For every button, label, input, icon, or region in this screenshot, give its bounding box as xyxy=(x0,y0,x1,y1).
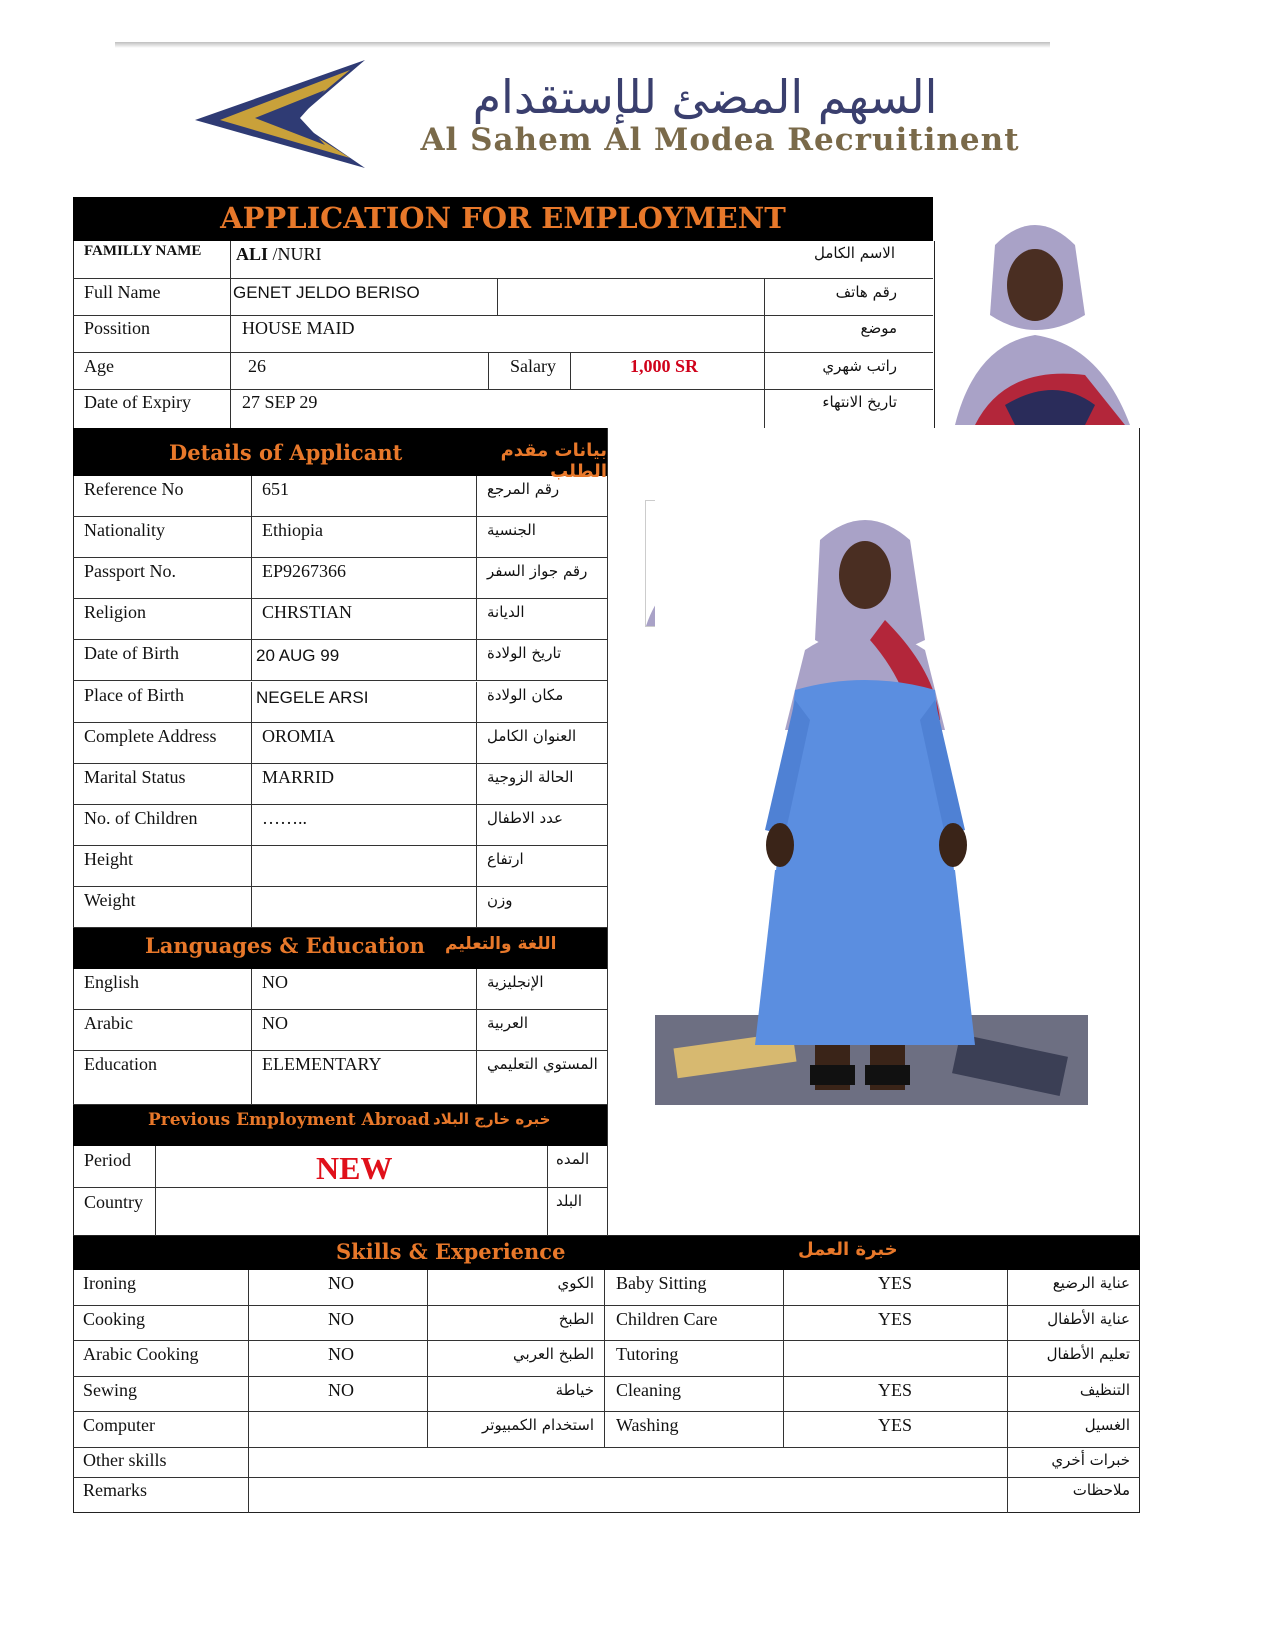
skill-value: NO xyxy=(328,1273,354,1293)
details-value: NEGELE ARSI xyxy=(256,687,369,707)
language-value: NO xyxy=(262,972,288,992)
details-divider xyxy=(476,887,477,928)
skill-divider xyxy=(1007,1377,1008,1413)
details-divider xyxy=(476,640,477,681)
company-logo xyxy=(115,42,1050,182)
details-label: Place of Birth xyxy=(84,684,184,705)
details-arabic: عدد الاطفال xyxy=(487,808,563,827)
country-label: Country xyxy=(84,1192,144,1212)
skill-divider xyxy=(783,1412,784,1448)
details-label: Date of Birth xyxy=(84,643,179,664)
skill-divider xyxy=(427,1270,428,1306)
details-divider xyxy=(476,517,477,558)
skill-arabic: الطبخ العربي xyxy=(513,1345,594,1363)
language-arabic: الإنجليزية xyxy=(487,973,544,991)
position-value: HOUSE MAID xyxy=(242,318,355,338)
new-status: NEW xyxy=(316,1150,393,1186)
details-divider xyxy=(476,764,477,805)
skill-divider xyxy=(1007,1270,1008,1306)
language-divider xyxy=(476,969,477,1010)
skill-divider xyxy=(248,1478,249,1513)
skill-divider xyxy=(427,1306,428,1342)
skill-divider xyxy=(427,1412,428,1448)
skill-label: Cooking xyxy=(83,1308,146,1329)
details-divider xyxy=(251,805,252,846)
details-label: Religion xyxy=(84,602,146,623)
details-arabic: رقم المرجع xyxy=(487,480,560,498)
arrow-logo-icon xyxy=(175,60,375,170)
details-row xyxy=(73,805,607,846)
skill-divider xyxy=(604,1412,605,1448)
details-row xyxy=(73,887,607,928)
skill-row xyxy=(73,1412,1140,1448)
details-label: Reference No xyxy=(84,479,184,499)
details-arabic: الجنسية xyxy=(487,521,536,540)
standing-figure-icon xyxy=(655,500,1088,1105)
skill-arabic-2: التنظيف xyxy=(1079,1380,1130,1399)
language-value: ELEMENTARY xyxy=(262,1054,382,1074)
other-skills-row xyxy=(73,1448,1140,1479)
details-arabic: رقم جواز السفر xyxy=(487,562,588,581)
position-label: Possition xyxy=(84,318,151,338)
details-divider xyxy=(251,599,252,640)
other-skills-label: Other skills xyxy=(83,1449,167,1470)
skill-value: NO xyxy=(328,1344,354,1364)
skill-divider xyxy=(427,1341,428,1377)
salary-label: Salary xyxy=(510,356,556,376)
skill-arabic-2: عناية الرضيع xyxy=(1052,1274,1130,1292)
language-value: NO xyxy=(262,1013,288,1033)
details-value: EP9267366 xyxy=(262,561,347,582)
skill-row xyxy=(73,1377,1140,1413)
language-divider xyxy=(251,1010,252,1051)
details-label: Nationality xyxy=(84,520,165,541)
language-divider xyxy=(251,1051,252,1105)
skill-divider xyxy=(604,1341,605,1377)
skill-value-2: YES xyxy=(878,1273,913,1293)
details-value: CHRSTIAN xyxy=(262,602,353,623)
skill-divider xyxy=(1007,1478,1008,1513)
expiry-arabic: تاريخ الانتهاء xyxy=(822,393,897,411)
details-label: Complete Address xyxy=(84,725,217,746)
skill-divider xyxy=(783,1377,784,1413)
details-divider xyxy=(251,682,252,723)
details-divider xyxy=(251,476,252,517)
skill-divider xyxy=(604,1377,605,1413)
language-row xyxy=(73,1010,607,1051)
age-value: 26 xyxy=(248,356,266,376)
details-row xyxy=(73,599,607,640)
details-row xyxy=(73,476,607,517)
language-label: Education xyxy=(84,1054,157,1074)
skill-divider xyxy=(248,1377,249,1413)
skill-label: Arabic Cooking xyxy=(83,1344,199,1364)
full-name-label: Full Name xyxy=(84,282,161,302)
details-row xyxy=(73,558,607,599)
age-label: Age xyxy=(84,356,114,376)
family-name-arabic: الاسم الكامل xyxy=(813,244,895,262)
expiry-label: Date of Expiry xyxy=(84,392,191,412)
skill-label-2: Tutoring xyxy=(616,1344,679,1364)
details-divider xyxy=(251,723,252,764)
skill-divider xyxy=(427,1377,428,1413)
details-value: …….. xyxy=(262,807,307,828)
skill-label: Ironing xyxy=(83,1273,136,1293)
details-row xyxy=(73,764,607,805)
skill-value: NO xyxy=(328,1379,354,1400)
remarks-arabic: ملاحظات xyxy=(1072,1481,1130,1499)
details-value: 20 AUG 99 xyxy=(256,646,340,666)
details-divider xyxy=(251,764,252,805)
skill-value-2: YES xyxy=(878,1308,913,1329)
phone-arabic: رقم هاتف xyxy=(835,283,897,301)
family-name-label: FAMILLY NAME xyxy=(84,243,202,259)
details-arabic: الديانة xyxy=(487,603,525,622)
details-heading: Details of Applicant بيانات مقدم الطلب xyxy=(73,428,607,476)
details-divider xyxy=(251,887,252,928)
skill-divider xyxy=(1007,1341,1008,1377)
skill-arabic-2: تعليم الأطفال xyxy=(1046,1345,1130,1363)
skill-value-2: YES xyxy=(878,1379,913,1400)
title-bar xyxy=(73,197,933,241)
details-row xyxy=(73,517,607,558)
details-arabic: وزن xyxy=(487,891,513,909)
skill-arabic-2: عناية الأطفال xyxy=(1047,1309,1130,1328)
details-arabic: الحالة الزوجية xyxy=(487,767,574,786)
details-arabic: ارتفاع xyxy=(487,849,524,868)
logo-latin-text: Al Sahem Al Modea Recruitinent xyxy=(420,122,1020,158)
skill-label-2: Baby Sitting xyxy=(616,1273,707,1293)
details-divider xyxy=(476,558,477,599)
language-divider xyxy=(476,1010,477,1051)
details-divider xyxy=(476,846,477,887)
skill-divider xyxy=(1007,1412,1008,1448)
period-arabic: المده xyxy=(556,1150,590,1168)
skill-label: Sewing xyxy=(83,1379,137,1400)
salary-arabic: راتب شهري xyxy=(822,357,897,375)
skill-row xyxy=(73,1306,1140,1342)
skill-arabic: الطبخ xyxy=(558,1309,594,1328)
skill-divider xyxy=(248,1412,249,1448)
portrait-figure-icon xyxy=(935,205,1140,425)
skills-heading: Skills & Experience خبرة العمل xyxy=(73,1236,1140,1270)
details-divider xyxy=(251,846,252,887)
skill-divider xyxy=(248,1306,249,1342)
details-divider xyxy=(251,558,252,599)
skill-divider xyxy=(783,1306,784,1342)
language-divider xyxy=(251,969,252,1010)
details-label: Passport No. xyxy=(84,561,177,582)
details-divider xyxy=(476,599,477,640)
details-value: Ethiopia xyxy=(262,520,323,541)
details-arabic: مكان الولادة xyxy=(487,685,564,704)
language-row xyxy=(73,1051,607,1105)
period-label: Period xyxy=(84,1150,131,1170)
skill-divider xyxy=(783,1341,784,1377)
skill-divider xyxy=(248,1270,249,1306)
logo-arabic-text: السهم المضئ للإستقدام xyxy=(472,70,938,124)
details-divider xyxy=(476,682,477,723)
details-divider xyxy=(251,640,252,681)
details-divider xyxy=(476,723,477,764)
skill-row xyxy=(73,1270,1140,1306)
language-label: Arabic xyxy=(84,1013,133,1033)
previous-employment-heading: Previous Employment Abroad خبره خارج البلاد xyxy=(73,1105,607,1146)
skill-arabic: خياطة xyxy=(555,1380,594,1399)
details-label: Marital Status xyxy=(84,766,186,787)
full-name-value: GENET JELDO BERISO xyxy=(233,283,420,302)
other-skills-arabic: خبرات أخري xyxy=(1051,1450,1130,1469)
details-arabic: تاريخ الولادة xyxy=(487,644,562,663)
family-name-value: ALI /NURI xyxy=(236,244,322,264)
language-divider xyxy=(476,1051,477,1105)
skill-value: NO xyxy=(328,1308,354,1329)
details-value: 651 xyxy=(262,479,289,499)
full-body-photo xyxy=(655,500,1088,1105)
expiry-value: 27 SEP 29 xyxy=(242,392,318,412)
language-row xyxy=(73,969,607,1010)
skill-label-2: Cleaning xyxy=(616,1379,681,1400)
details-row xyxy=(73,723,607,764)
language-label: English xyxy=(84,972,140,992)
skill-label-2: Washing xyxy=(616,1415,679,1435)
remarks-row xyxy=(73,1478,1140,1513)
details-arabic: العنوان الكامل xyxy=(487,726,577,745)
portrait-photo xyxy=(935,205,1140,425)
skill-value-2: YES xyxy=(878,1415,913,1435)
details-label: Weight xyxy=(84,890,136,910)
skill-divider xyxy=(604,1306,605,1342)
details-divider xyxy=(476,805,477,846)
remarks-label: Remarks xyxy=(83,1480,147,1500)
top-form xyxy=(73,241,935,428)
language-arabic: العربية xyxy=(487,1014,528,1032)
skill-arabic: الكوي xyxy=(557,1274,594,1292)
details-label: No. of Children xyxy=(84,807,198,828)
skill-divider xyxy=(248,1341,249,1377)
skill-label: Computer xyxy=(83,1415,155,1435)
skill-arabic-2: الغسيل xyxy=(1084,1416,1130,1434)
position-arabic: موضع xyxy=(860,319,897,337)
details-value: OROMIA xyxy=(262,725,336,746)
salary-value: 1,000 SR xyxy=(630,356,699,376)
details-row xyxy=(73,640,607,681)
details-label: Height xyxy=(84,848,133,869)
details-divider xyxy=(476,476,477,517)
details-value: MARRID xyxy=(262,766,335,787)
details-row xyxy=(73,682,607,723)
skill-label-2: Children Care xyxy=(616,1308,718,1329)
country-arabic: البلد xyxy=(556,1192,583,1210)
language-arabic: المستوي التعليمي xyxy=(487,1055,598,1073)
page-title: APPLICATION FOR EMPLOYMENT xyxy=(220,201,786,235)
skill-divider xyxy=(248,1448,249,1479)
skill-divider xyxy=(1007,1448,1008,1479)
details-divider xyxy=(251,517,252,558)
skill-divider xyxy=(604,1270,605,1306)
details-row xyxy=(73,846,607,887)
skill-divider xyxy=(783,1270,784,1306)
languages-heading: Languages & Education اللغة والتعليم xyxy=(73,928,607,969)
skill-divider xyxy=(1007,1306,1008,1342)
skill-row xyxy=(73,1341,1140,1377)
skill-arabic: استخدام الكمبيوتر xyxy=(482,1416,594,1434)
